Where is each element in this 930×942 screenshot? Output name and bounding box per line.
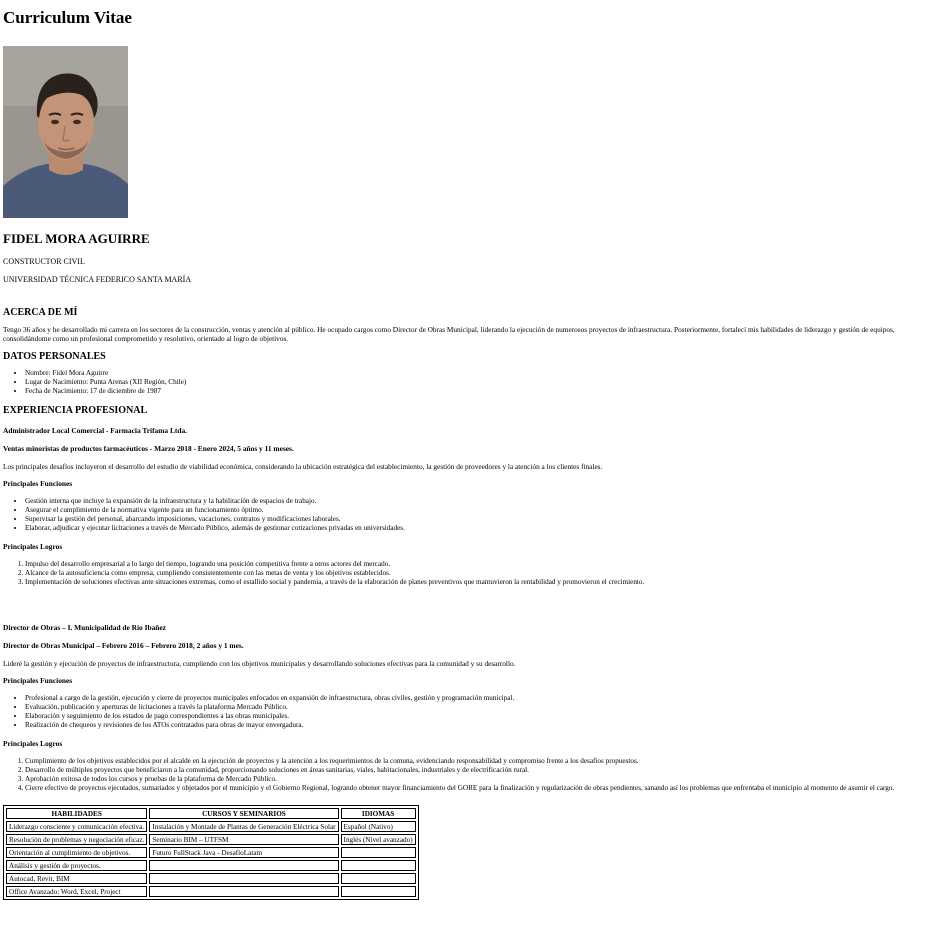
job-subtitle: Ventas minoristas de productos farmacéuticos - Marzo 2018 - Enero 2024, 5 años y 11 meses.	[3, 444, 294, 454]
achievements-list	[3, 757, 927, 793]
experience-heading: EXPERIENCIA PROFESIONAL	[3, 405, 148, 417]
list-item: • Elaboración y seguimiento de los estados de pago correspondientes a las obras municipales.	[25, 712, 927, 721]
table-cell	[149, 886, 338, 897]
profile-photo	[3, 46, 128, 218]
table-cell: Instalación y Montade de Plantas de Generación Eléctrica Solar	[149, 821, 338, 832]
table-row	[6, 821, 416, 832]
table-row	[6, 847, 416, 858]
functions-list	[3, 694, 927, 730]
achievements-heading: Principales Logros	[3, 542, 63, 552]
job-description: Los principales desafíos incluyeron el desarrollo del estudio de viabilidad económica, considerando la ubicación estratégica del establecimiento, la gestión de proveedores y la atención a los clientes finales.	[3, 462, 603, 472]
skills-table	[3, 805, 419, 900]
profession: CONSTRUCTOR CIVIL	[3, 257, 85, 266]
person-name: FIDEL MORA AGUIRRE	[3, 231, 150, 246]
page-title: Curriculum Vitae	[3, 8, 132, 27]
table-cell: Orientación al cumplimiento de objetivos.	[6, 847, 147, 858]
column-header: CURSOS Y SEMINARIOS	[149, 808, 338, 819]
achievements-list	[3, 560, 927, 587]
table-cell	[341, 847, 416, 858]
job-title: Administrador Local Comercial - Farmacia Trifama Ltda.	[3, 426, 187, 436]
list-item: • Asegurar el cumplimiento de la normativa vigente para un funcionamiento óptimo.	[25, 506, 927, 515]
column-header: HABILIDADES	[6, 808, 147, 819]
university: UNIVERSIDAD TÉCNICA FEDERICO SANTA MARÍA	[3, 275, 192, 284]
table-cell: Inglés (Nivel avanzado)	[341, 834, 416, 845]
table-cell: Liderazgo consciente y comunicación efectiva.	[6, 821, 147, 832]
portrait-image	[3, 46, 128, 218]
job-subtitle: Director de Obras Municipal – Febrero 2016 – Febrero 2018, 2 años y 1 mes.	[3, 641, 244, 651]
list-item: 1. Cumplimiento de los objetivos establecidos por el alcalde en la ejecución de proyectos y la atención a los requerimientos de la comuna, evidenciando responsabilidad y compromiso frente a los desafíos propuestos.	[25, 757, 927, 766]
list-item: • Evaluación, publicación y aperturas de licitaciones a través la plataforma Mercado Público.	[25, 703, 927, 712]
table-cell: Español (Nativo)	[341, 821, 416, 832]
section-spacer	[3, 596, 927, 613]
list-item: • Fecha de Nacimiento: 17 de diciembre de 1987	[25, 387, 927, 396]
table-row	[6, 873, 416, 884]
table-cell: Futuro FullStack Java - DesafíoLatam	[149, 847, 338, 858]
table-header-row	[6, 808, 416, 819]
list-item: • Supervisar la gestión del personal, abarcando imposiciones, vacaciones, contratos y modificaciones laborales.	[25, 515, 927, 524]
table-row	[6, 834, 416, 845]
table-cell	[149, 873, 338, 884]
functions-heading: Principales Funciones	[3, 479, 73, 489]
table-row	[6, 886, 416, 897]
list-item: 4. Cierre efectivo de proyectos ejecutados, sumariados y objetados por el municipio y el Gobierno Regional, logrando obtener mayor financiamiento del GORE para la finalización y regularización de obras pendientes, sanando así los problemas que enfrentaba el municipio al momento de asumir el cargo.	[25, 784, 927, 793]
list-item: 3. Aprobación exitosa de todos los cursos y pruebas de la plataforma de Mercado Público.	[25, 775, 927, 784]
list-item: 2. Alcance de la autosuficiencia como empresa, cumpliendo consistentemente con las metas de venta y los objetivos establecidos.	[25, 569, 927, 578]
table-cell: Análisis y gestión de proyectos.	[6, 860, 147, 871]
personal-heading: DATOS PERSONALES	[3, 351, 106, 363]
functions-list	[3, 497, 927, 533]
list-item: 1. Impulso del desarrollo empresarial a lo largo del tiempo, logrando una posición competitiva frente a otros actores del mercado.	[25, 560, 927, 569]
list-item: • Nombre: Fidel Mora Aguirre	[25, 369, 927, 378]
column-header: IDIOMAS	[341, 808, 416, 819]
about-heading: ACERCA DE MÍ	[3, 307, 78, 318]
list-item: • Elaborar, adjudicar y ejecutar licitaciones a través de Mercado Público, además de gestionar cotizaciones privadas en universidades.	[25, 524, 927, 533]
personal-list	[3, 369, 927, 396]
list-item: • Realización de chequeos y revisiones de los ATOs contratados para obras de mayor envergadura.	[25, 721, 927, 730]
achievements-heading: Principales Logros	[3, 739, 63, 749]
list-item: 2. Desarrollo de múltiples proyectos que beneficiaron a la comunidad, proporcionando soluciones en áreas sanitarias, viales, habitacionales, industriales y de electrificación rural.	[25, 766, 927, 775]
table-cell: Resolución de problemas y negociación eficaz.	[6, 834, 147, 845]
table-cell	[149, 860, 338, 871]
list-item: • Profesional a cargo de la gestión, ejecución y cierre de proyectos municipales enfocados en expansión de infraestructura, obras civiles, gestión y programación municipal.	[25, 694, 927, 703]
table-cell	[341, 886, 416, 897]
job-description: Lideré la gestión y ejecución de proyectos de infraestructura, cumpliendo con los objetivos municipales y desarrollando soluciones efectivas para la comunidad y su desarrollo.	[3, 659, 516, 669]
table-cell	[341, 873, 416, 884]
table-cell: Autocad, Revit, BIM	[6, 873, 147, 884]
table-cell	[341, 860, 416, 871]
table-row	[6, 860, 416, 871]
list-item: • Gestión interna que incluye la expansión de la infraestructura y la habilitación de espacios de trabajo.	[25, 497, 927, 506]
table-cell: Seminario BIM – UTFSM	[149, 834, 338, 845]
job-title: Director de Obras – I. Municipalidad de Río Ibañez	[3, 623, 166, 633]
list-item: • Lugar de Nacimiento: Punta Arenas (XII Región, Chile)	[25, 378, 927, 387]
about-text: Tengo 36 años y he desarrollado mi carrera en los sectores de la construcción, ventas y atención al público. He ocupado cargos como Director de Obras Municipal, liderando la ejecución de numerosos proyectos de infraestructura. Posteriormente, fortalecí mis habilidades de liderazgo y gestión de equipos, consolidándome como un profesional comprometido y resolutivo, orientado al logro de objetivos.	[3, 325, 895, 344]
functions-heading: Principales Funciones	[3, 676, 73, 686]
table-cell: Office Avanzado: Word, Excel, Project	[6, 886, 147, 897]
list-item: 3. Implementación de soluciones efectivas ante situaciones extremas, como el estallido social y pandemia, a través de la elaboración de planes preventivos que mantuvieron la rentabilidad y promovieron el crecimiento.	[25, 578, 927, 587]
